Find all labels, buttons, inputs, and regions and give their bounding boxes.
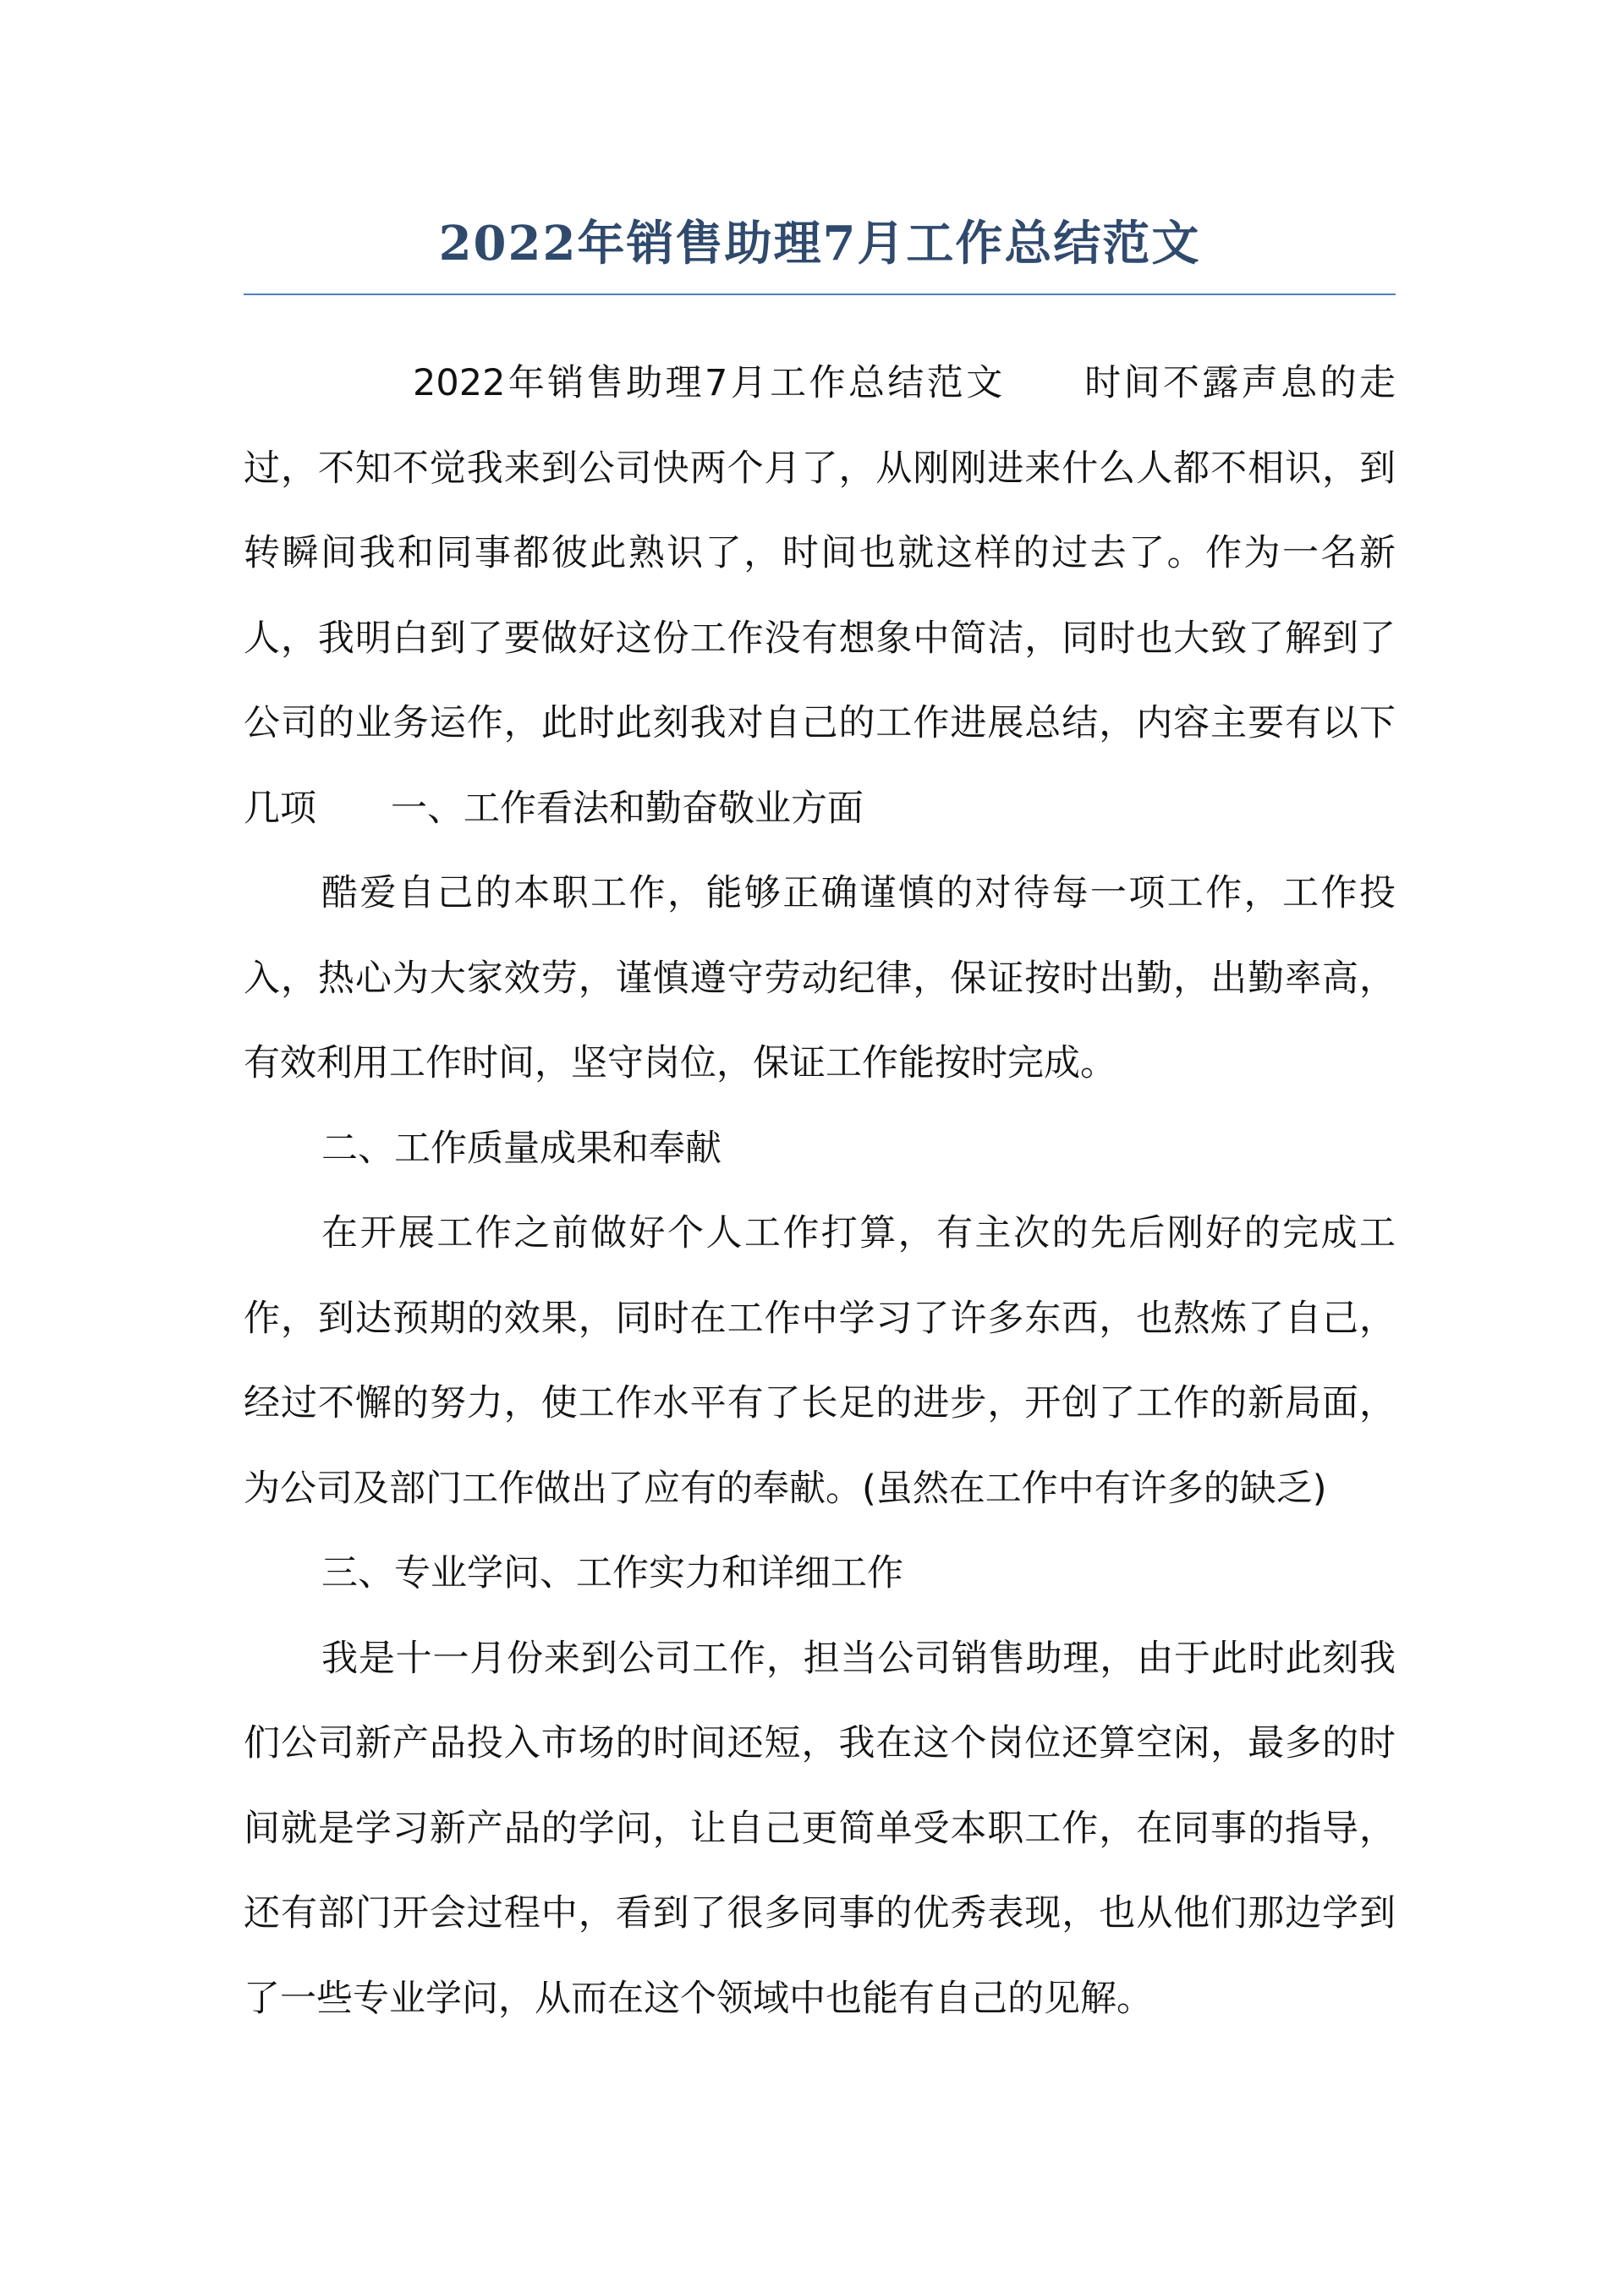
intro-paragraph [244,341,1396,851]
section-three-heading: 三、专业学问、工作实力和详细工作 [321,1552,903,1594]
title-divider [244,294,1396,295]
paragraph-attitude: 酷爱自己的本职工作，能够正确谨慎的对待每一项工作，工作投入，热心为大家效劳，谨慎遵守劳动纪律，保证按时出勤，出勤率高，有效利用工作时间，坚守岗位，保证工作能按时完成。 [244,872,1396,1084]
intro-title-repeat: 2022年销售助理7月工作总结范文 [413,362,1006,404]
document-title: 2022年销售助理7月工作总结范文 [438,216,1201,272]
document-body [244,341,1396,2041]
paragraph-knowledge: 我是十一月份来到公司工作，担当公司销售助理，由于此时此刻我们公司新产品投入市场的时间还短，我在这个岗位还算空闲，最多的时间就是学习新产品的学问，让自己更简单受本职工作，在同事的指导，还有部门开会过程中，看到了很多同事的优秀表现，也从他们那边学到了一些专业学问，从而在这个领域中也能有自己的见解。 [244,1637,1396,2020]
intro-text: 时间不露声息的走过，不知不觉我来到公司快两个月了，从刚刚进来什么人都不相识，到转瞬间我和同事都彼此熟识了，时间也就这样的过去了。作为一名新人，我明白到了要做好这份工作没有想象中简洁，同时也大致了解到了公司的业务运作，此时此刻我对自己的工作进展总结，内容主要有以下几项 [244,362,1396,830]
section-two-heading: 二、工作质量成果和奉献 [321,1127,721,1170]
paragraph-quality: 在开展工作之前做好个人工作打算，有主次的先后刚好的完成工作，到达预期的效果，同时在工作中学习了许多东西，也熬炼了自己，经过不懈的努力，使工作水平有了长足的进步，开创了工作的新局面，为公司及部门工作做出了应有的奉献。(虽然在工作中有许多的缺乏) [244,1212,1396,1510]
section-one-heading: 一、工作看法和勤奋敬业方面 [391,787,864,830]
